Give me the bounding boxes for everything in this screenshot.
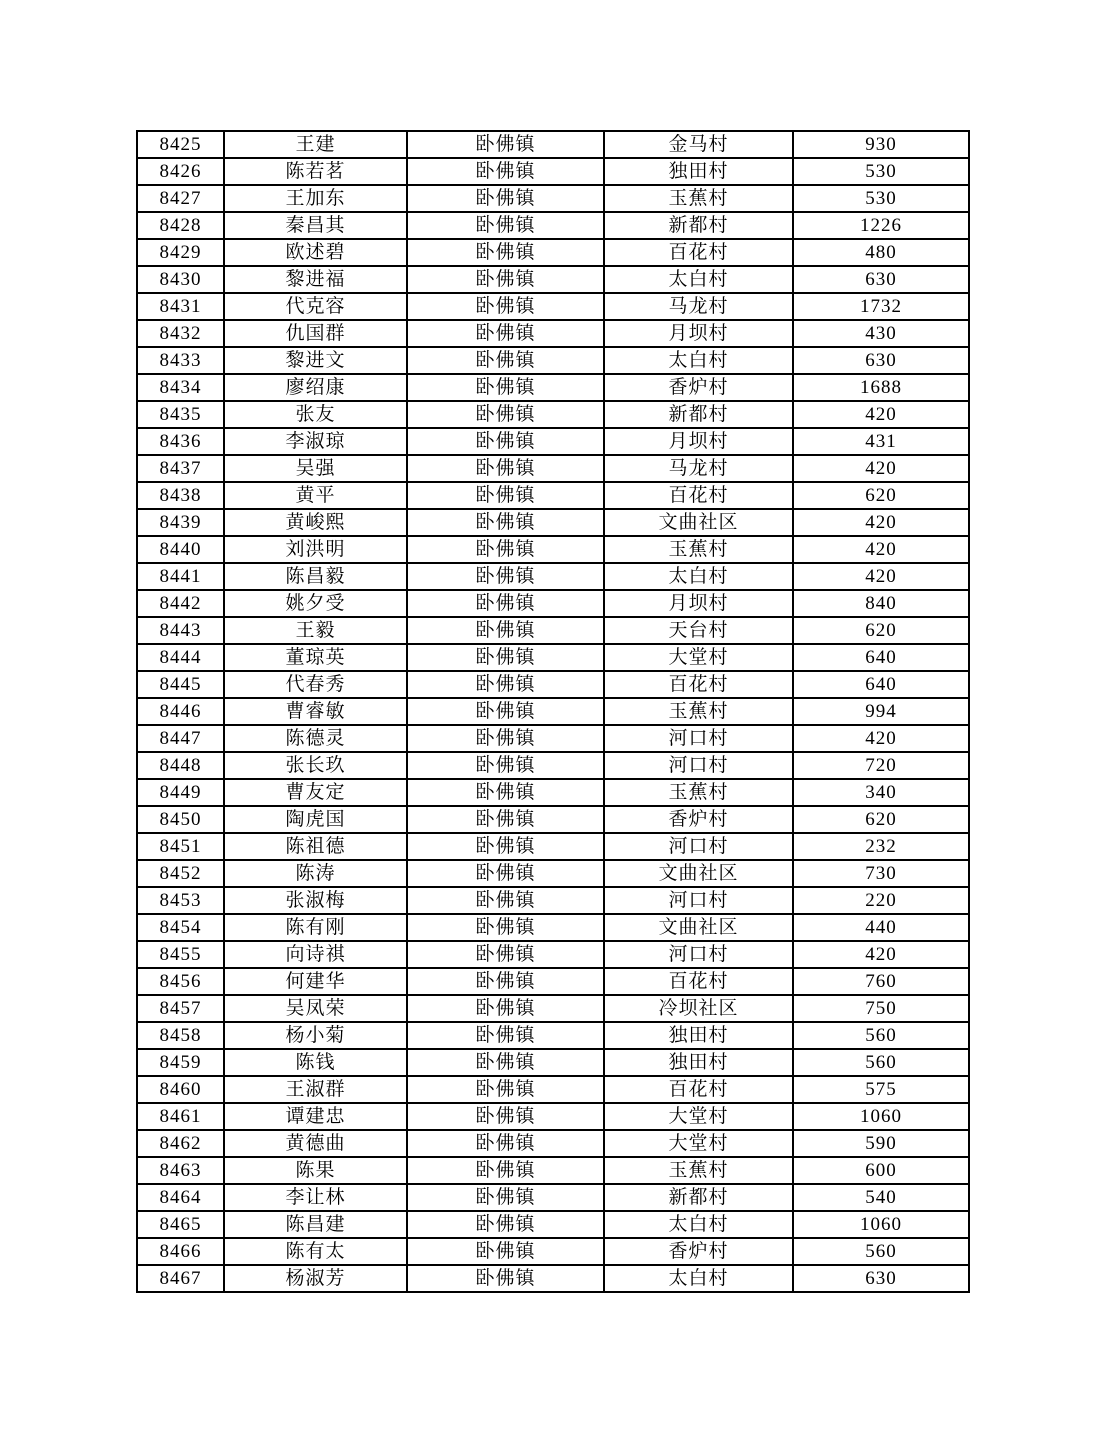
table-cell: 630: [793, 1265, 969, 1292]
table-cell: 太白村: [604, 1265, 793, 1292]
table-cell: 600: [793, 1157, 969, 1184]
table-cell: 8447: [137, 725, 224, 752]
table-cell: 新都村: [604, 401, 793, 428]
table-cell: 8439: [137, 509, 224, 536]
table-cell: 8425: [137, 131, 224, 158]
table-cell: 香炉村: [604, 374, 793, 401]
table-cell: 陈昌毅: [224, 563, 407, 590]
table-cell: 天台村: [604, 617, 793, 644]
table-cell: 630: [793, 266, 969, 293]
table-row: [137, 860, 969, 887]
table-cell: 陈德灵: [224, 725, 407, 752]
table-cell: 8434: [137, 374, 224, 401]
table-cell: 陈有太: [224, 1238, 407, 1265]
table-cell: 卧佛镇: [407, 617, 604, 644]
table-cell: 陈钱: [224, 1049, 407, 1076]
table-cell: 张长玖: [224, 752, 407, 779]
table-cell: 8441: [137, 563, 224, 590]
table-cell: 1060: [793, 1103, 969, 1130]
table-cell: 232: [793, 833, 969, 860]
table-cell: 卧佛镇: [407, 1157, 604, 1184]
table-cell: 630: [793, 347, 969, 374]
table-row: [137, 509, 969, 536]
table-cell: 8433: [137, 347, 224, 374]
table-cell: 420: [793, 563, 969, 590]
table-row: [137, 428, 969, 455]
table-cell: 卧佛镇: [407, 860, 604, 887]
table-cell: 420: [793, 725, 969, 752]
table-cell: 430: [793, 320, 969, 347]
table-cell: 8450: [137, 806, 224, 833]
table-cell: 540: [793, 1184, 969, 1211]
table-cell: 卧佛镇: [407, 239, 604, 266]
table-cell: 8463: [137, 1157, 224, 1184]
table-row: [137, 995, 969, 1022]
table-row: [137, 644, 969, 671]
table-cell: 8428: [137, 212, 224, 239]
table-row: [137, 347, 969, 374]
table-cell: 新都村: [604, 1184, 793, 1211]
table-cell: 卧佛镇: [407, 1049, 604, 1076]
table-row: [137, 671, 969, 698]
table-cell: 1688: [793, 374, 969, 401]
table-cell: 黎进福: [224, 266, 407, 293]
table-cell: 420: [793, 401, 969, 428]
table-cell: 河口村: [604, 941, 793, 968]
table-cell: 卧佛镇: [407, 320, 604, 347]
table-cell: 吴强: [224, 455, 407, 482]
table-cell: 马龙村: [604, 293, 793, 320]
table-cell: 卧佛镇: [407, 563, 604, 590]
table-cell: 8453: [137, 887, 224, 914]
table-cell: 8430: [137, 266, 224, 293]
table-cell: 560: [793, 1049, 969, 1076]
table-cell: 8452: [137, 860, 224, 887]
table-cell: 720: [793, 752, 969, 779]
table-cell: 卧佛镇: [407, 212, 604, 239]
table-row: [137, 1076, 969, 1103]
table-cell: 月坝村: [604, 428, 793, 455]
table-cell: 8438: [137, 482, 224, 509]
table-cell: 香炉村: [604, 806, 793, 833]
table-cell: 冷坝社区: [604, 995, 793, 1022]
table-cell: 8427: [137, 185, 224, 212]
table-cell: 8432: [137, 320, 224, 347]
table-cell: 卧佛镇: [407, 1265, 604, 1292]
table-row: [137, 536, 969, 563]
table-cell: 420: [793, 536, 969, 563]
table-cell: 卧佛镇: [407, 1103, 604, 1130]
table-cell: 卧佛镇: [407, 509, 604, 536]
table-cell: 8440: [137, 536, 224, 563]
table-row: [137, 1265, 969, 1292]
table-cell: 姚夕受: [224, 590, 407, 617]
table-cell: 秦昌其: [224, 212, 407, 239]
table-cell: 卧佛镇: [407, 725, 604, 752]
table-cell: 百花村: [604, 671, 793, 698]
table-cell: 玉蕉村: [604, 1157, 793, 1184]
table-cell: 玉蕉村: [604, 536, 793, 563]
table-cell: 卧佛镇: [407, 1238, 604, 1265]
table-cell: 8457: [137, 995, 224, 1022]
table-cell: 廖绍康: [224, 374, 407, 401]
table-cell: 8442: [137, 590, 224, 617]
table-row: [137, 212, 969, 239]
table-cell: 卧佛镇: [407, 131, 604, 158]
table-cell: 8443: [137, 617, 224, 644]
table-cell: 8461: [137, 1103, 224, 1130]
table-cell: 8435: [137, 401, 224, 428]
table-row: [137, 563, 969, 590]
table-cell: 卧佛镇: [407, 1184, 604, 1211]
table-cell: 曹睿敏: [224, 698, 407, 725]
table-cell: 620: [793, 617, 969, 644]
table-cell: 420: [793, 509, 969, 536]
table-cell: 卧佛镇: [407, 806, 604, 833]
table-cell: 百花村: [604, 482, 793, 509]
table-row: [137, 968, 969, 995]
table-row: [137, 1022, 969, 1049]
table-cell: 620: [793, 482, 969, 509]
table-cell: 陈有刚: [224, 914, 407, 941]
table-cell: 谭建忠: [224, 1103, 407, 1130]
table-cell: 黄德曲: [224, 1130, 407, 1157]
table-cell: 河口村: [604, 887, 793, 914]
table-cell: 8448: [137, 752, 224, 779]
table-row: [137, 482, 969, 509]
table-cell: 河口村: [604, 725, 793, 752]
table-cell: 620: [793, 806, 969, 833]
table-row: [137, 806, 969, 833]
table-cell: 独田村: [604, 158, 793, 185]
table-cell: 480: [793, 239, 969, 266]
table-cell: 卧佛镇: [407, 887, 604, 914]
table-cell: 曹友定: [224, 779, 407, 806]
table-cell: 卧佛镇: [407, 968, 604, 995]
table-cell: 陈昌建: [224, 1211, 407, 1238]
table-row: [137, 1238, 969, 1265]
table-cell: 卧佛镇: [407, 266, 604, 293]
table-cell: 8451: [137, 833, 224, 860]
table-cell: 河口村: [604, 752, 793, 779]
table-cell: 1732: [793, 293, 969, 320]
table-cell: 卧佛镇: [407, 428, 604, 455]
table-row: [137, 374, 969, 401]
table-cell: 太白村: [604, 266, 793, 293]
table-cell: 8458: [137, 1022, 224, 1049]
table-cell: 1060: [793, 1211, 969, 1238]
table-cell: 大堂村: [604, 1130, 793, 1157]
table-cell: 卧佛镇: [407, 482, 604, 509]
table-cell: 8464: [137, 1184, 224, 1211]
table-cell: 8437: [137, 455, 224, 482]
table-row: [137, 833, 969, 860]
table-cell: 代春秀: [224, 671, 407, 698]
table-row: [137, 698, 969, 725]
table-cell: 730: [793, 860, 969, 887]
table-row: [137, 725, 969, 752]
table-cell: 黄平: [224, 482, 407, 509]
table-cell: 卧佛镇: [407, 833, 604, 860]
table-cell: 560: [793, 1022, 969, 1049]
table-row: [137, 266, 969, 293]
table-cell: 8465: [137, 1211, 224, 1238]
table-cell: 8462: [137, 1130, 224, 1157]
table-cell: 刘洪明: [224, 536, 407, 563]
table-cell: 陶虎国: [224, 806, 407, 833]
table-cell: 卧佛镇: [407, 374, 604, 401]
table-cell: 1226: [793, 212, 969, 239]
table-cell: 玉蕉村: [604, 185, 793, 212]
table-cell: 420: [793, 941, 969, 968]
table-cell: 8467: [137, 1265, 224, 1292]
table-cell: 220: [793, 887, 969, 914]
data-table: [136, 130, 970, 1293]
table-cell: 黎进文: [224, 347, 407, 374]
table-row: [137, 1184, 969, 1211]
table-cell: 大堂村: [604, 1103, 793, 1130]
table-cell: 760: [793, 968, 969, 995]
table-cell: 百花村: [604, 239, 793, 266]
table-row: [137, 590, 969, 617]
table-row: [137, 1049, 969, 1076]
table-cell: 840: [793, 590, 969, 617]
table-cell: 香炉村: [604, 1238, 793, 1265]
table-cell: 李淑琼: [224, 428, 407, 455]
table-cell: 卧佛镇: [407, 293, 604, 320]
table-cell: 卧佛镇: [407, 401, 604, 428]
table-cell: 卧佛镇: [407, 347, 604, 374]
table-cell: 马龙村: [604, 455, 793, 482]
table-cell: 何建华: [224, 968, 407, 995]
table-cell: 卧佛镇: [407, 1022, 604, 1049]
table-cell: 卧佛镇: [407, 698, 604, 725]
table-cell: 卧佛镇: [407, 995, 604, 1022]
table-cell: 590: [793, 1130, 969, 1157]
table-cell: 340: [793, 779, 969, 806]
table-cell: 8449: [137, 779, 224, 806]
table-cell: 太白村: [604, 563, 793, 590]
table-cell: 8454: [137, 914, 224, 941]
table-cell: 董琼英: [224, 644, 407, 671]
table-cell: 王加东: [224, 185, 407, 212]
table-cell: 文曲社区: [604, 509, 793, 536]
table-cell: 640: [793, 671, 969, 698]
table-cell: 百花村: [604, 1076, 793, 1103]
table-cell: 独田村: [604, 1049, 793, 1076]
table-cell: 530: [793, 185, 969, 212]
table-cell: 杨小菊: [224, 1022, 407, 1049]
table-cell: 代克容: [224, 293, 407, 320]
table-cell: 王建: [224, 131, 407, 158]
table-cell: 玉蕉村: [604, 698, 793, 725]
table-cell: 卧佛镇: [407, 590, 604, 617]
table-row: [137, 239, 969, 266]
table-cell: 黄峻熙: [224, 509, 407, 536]
table-cell: 8455: [137, 941, 224, 968]
table-cell: 卧佛镇: [407, 536, 604, 563]
table-body: [137, 131, 969, 1292]
table-cell: 文曲社区: [604, 914, 793, 941]
table-cell: 陈果: [224, 1157, 407, 1184]
table-row: [137, 1103, 969, 1130]
table-cell: 930: [793, 131, 969, 158]
table-cell: 8460: [137, 1076, 224, 1103]
table-cell: 月坝村: [604, 590, 793, 617]
table-cell: 卧佛镇: [407, 671, 604, 698]
table-cell: 575: [793, 1076, 969, 1103]
table-cell: 玉蕉村: [604, 779, 793, 806]
table-cell: 8426: [137, 158, 224, 185]
table-cell: 独田村: [604, 1022, 793, 1049]
table-cell: 卧佛镇: [407, 1076, 604, 1103]
table-cell: 新都村: [604, 212, 793, 239]
table-cell: 金马村: [604, 131, 793, 158]
table-row: [137, 941, 969, 968]
table-cell: 杨淑芳: [224, 1265, 407, 1292]
table-cell: 994: [793, 698, 969, 725]
table-cell: 卧佛镇: [407, 1211, 604, 1238]
table-cell: 陈若茗: [224, 158, 407, 185]
table-cell: 431: [793, 428, 969, 455]
table-cell: 李让林: [224, 1184, 407, 1211]
table-cell: 向诗祺: [224, 941, 407, 968]
table-cell: 440: [793, 914, 969, 941]
table-cell: 8429: [137, 239, 224, 266]
table-row: [137, 887, 969, 914]
table-cell: 卧佛镇: [407, 455, 604, 482]
table-cell: 8445: [137, 671, 224, 698]
table-cell: 8444: [137, 644, 224, 671]
table-cell: 文曲社区: [604, 860, 793, 887]
table-row: [137, 158, 969, 185]
table-row: [137, 131, 969, 158]
table-row: [137, 401, 969, 428]
table-row: [137, 1130, 969, 1157]
table-cell: 月坝村: [604, 320, 793, 347]
table-row: [137, 914, 969, 941]
table-row: [137, 617, 969, 644]
table-cell: 560: [793, 1238, 969, 1265]
table-cell: 仇国群: [224, 320, 407, 347]
table-cell: 卧佛镇: [407, 941, 604, 968]
table-row: [137, 185, 969, 212]
table-cell: 卧佛镇: [407, 158, 604, 185]
table-cell: 8456: [137, 968, 224, 995]
table-row: [137, 455, 969, 482]
table-cell: 王淑群: [224, 1076, 407, 1103]
table-cell: 张淑梅: [224, 887, 407, 914]
table-cell: 卧佛镇: [407, 185, 604, 212]
table-row: [137, 320, 969, 347]
table-cell: 吴凤荣: [224, 995, 407, 1022]
table-row: [137, 1157, 969, 1184]
table-row: [137, 1211, 969, 1238]
table-cell: 王毅: [224, 617, 407, 644]
table-cell: 太白村: [604, 1211, 793, 1238]
table-row: [137, 779, 969, 806]
table-cell: 百花村: [604, 968, 793, 995]
table-cell: 陈涛: [224, 860, 407, 887]
table-row: [137, 293, 969, 320]
table-cell: 卧佛镇: [407, 779, 604, 806]
table-cell: 张友: [224, 401, 407, 428]
table-cell: 卧佛镇: [407, 914, 604, 941]
table-cell: 8446: [137, 698, 224, 725]
table-cell: 卧佛镇: [407, 752, 604, 779]
table-cell: 河口村: [604, 833, 793, 860]
table-cell: 530: [793, 158, 969, 185]
table-cell: 750: [793, 995, 969, 1022]
table-cell: 8466: [137, 1238, 224, 1265]
table-cell: 8431: [137, 293, 224, 320]
table-cell: 卧佛镇: [407, 644, 604, 671]
table-row: [137, 752, 969, 779]
table-cell: 太白村: [604, 347, 793, 374]
table-cell: 欧述碧: [224, 239, 407, 266]
table-cell: 8436: [137, 428, 224, 455]
table-cell: 420: [793, 455, 969, 482]
table-cell: 卧佛镇: [407, 1130, 604, 1157]
table-cell: 8459: [137, 1049, 224, 1076]
table-cell: 640: [793, 644, 969, 671]
table-cell: 陈祖德: [224, 833, 407, 860]
table-cell: 大堂村: [604, 644, 793, 671]
